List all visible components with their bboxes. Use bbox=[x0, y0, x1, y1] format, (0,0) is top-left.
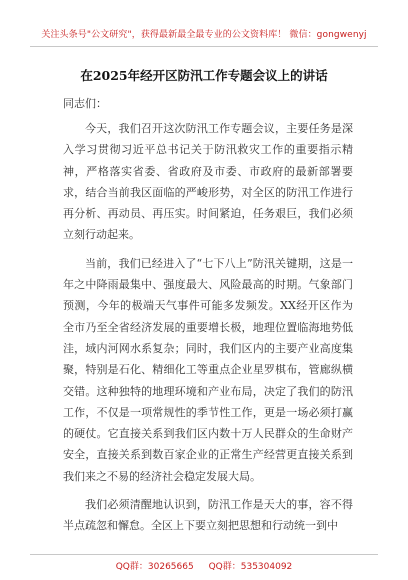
header-divider bbox=[30, 46, 378, 47]
document-title: 在2025年经开区防汛工作专题会议上的讲话 bbox=[80, 68, 328, 83]
footer-divider bbox=[30, 554, 378, 555]
document-body bbox=[63, 118, 353, 544]
footer-qq-group-1: QQ群：30265665 bbox=[115, 562, 194, 572]
footer-qq-group-2: QQ群：535304092 bbox=[208, 562, 293, 572]
salutation: 同志们： bbox=[63, 97, 107, 110]
paragraph-2: 当前，我们已经进入了“七下八上”防汛关键期，这是一年之中降雨最集中、强度最大、风险最高的时期。气象部门预测，今年的极端天气事件可能多发频发。XX经开区作为全市乃至全省经济发展的重要增长极，地理位置临海地势低洼，域内河网水系复杂；同时，我们区内的主要产业高度集聚，特别是石化、精细化工等重点企业星罗棋布，管廊纵横交错。这种独特的地理环境和产业布局，决定了我们的防汛工作，不仅是一项常规性的季节性工作，更是一场必须打赢的硬仗。它直接关系到我们区内数十万人民群众的生命财产安全，直接关系到数百家企业的正常生产经营更直接关系到我们来之不易的经济社会稳定发展大局。 bbox=[63, 256, 353, 483]
footer-contact bbox=[0, 559, 408, 572]
paragraph-3: 我们必须清醒地认识到，防汛工作是天大的事，容不得半点疏忽和懈怠。全区上下要立刻把思想和行动统一到中 bbox=[63, 498, 353, 533]
header-notice: 关注头条号"公文研究"，获得最新最全最专业的公文资料库！ 微信：gongwenyj bbox=[41, 30, 367, 40]
paragraph-1: 今天，我们召开这次防汛工作专题会议，主要任务是深入学习贯彻习近平总书记关于防汛救灾工作的重要指示精神，严格落实省委、省政府及市委、市政府的最新部署要求，结合当前我区面临的严峻形势，对全区的防汛工作进行再分析、再动员、再压实。时间紧迫，任务艰巨，我们必须立刻行动起来。 bbox=[63, 122, 353, 242]
